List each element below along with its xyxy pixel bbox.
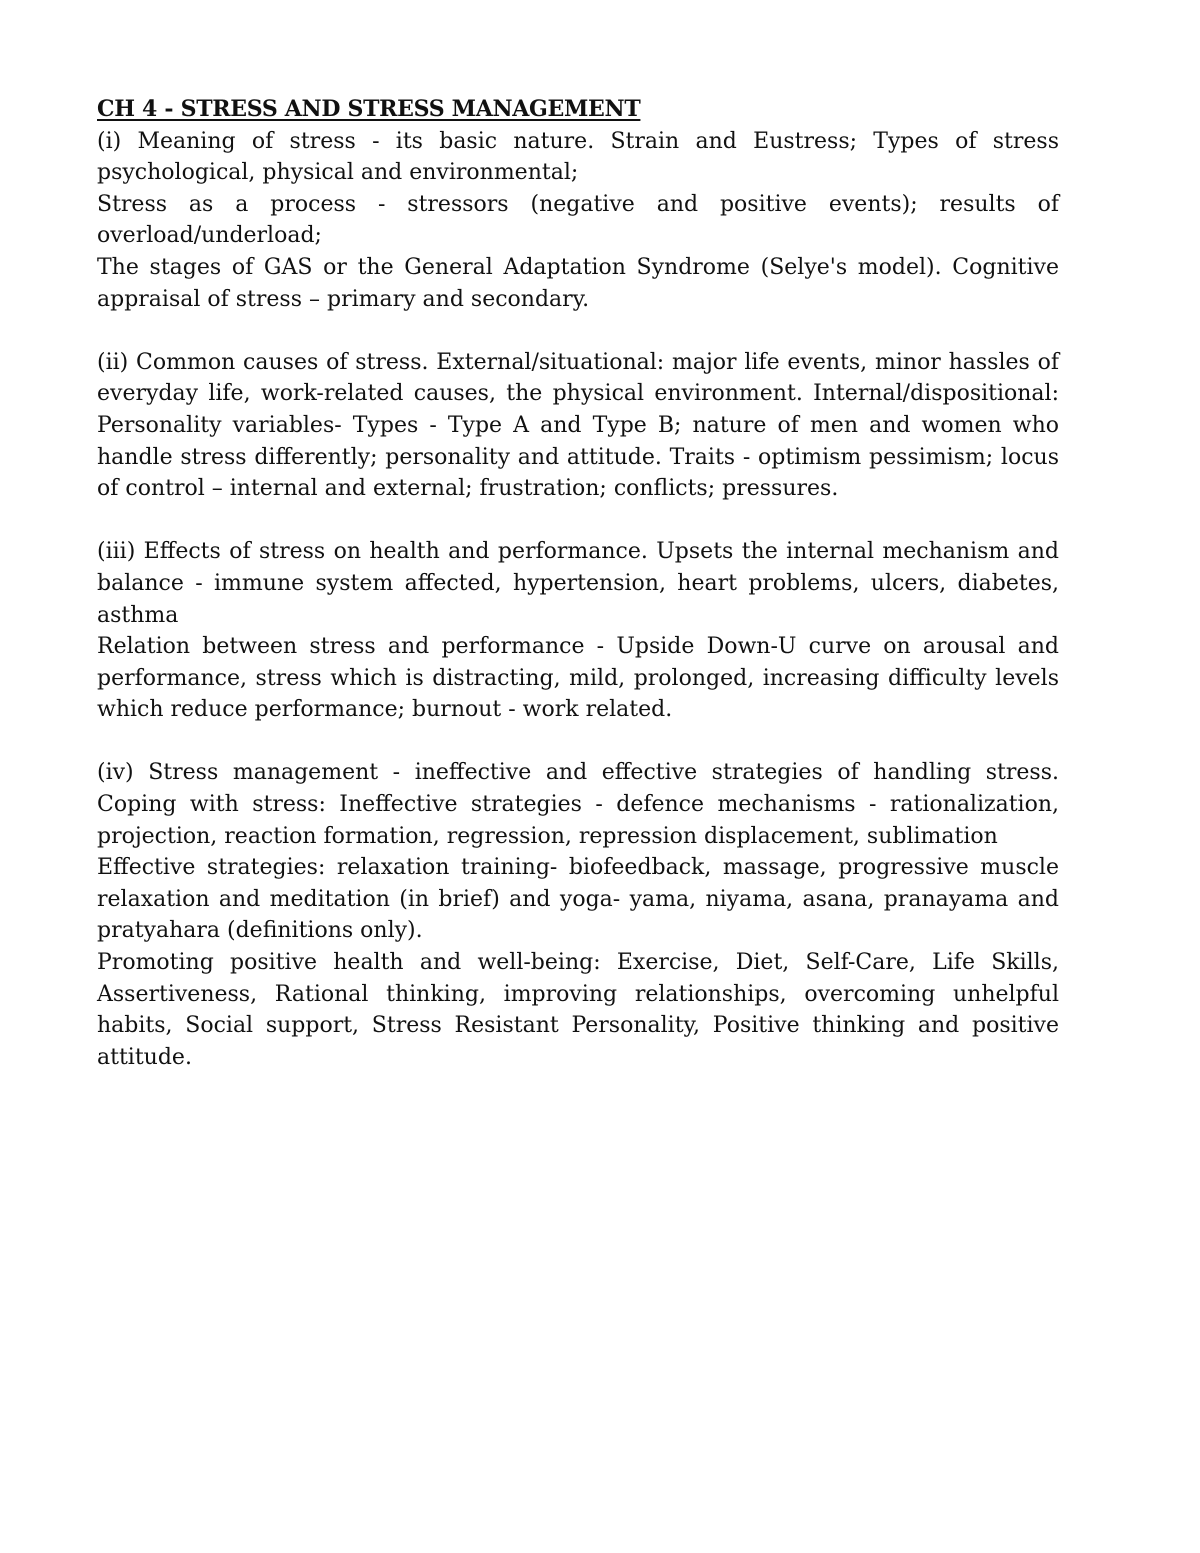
section-causes-of-stress	[97, 347, 1059, 505]
section-effects-of-stress	[97, 536, 1059, 726]
section-stress-management	[97, 757, 1059, 1073]
paragraph: The stages of GAS or the General Adaptation Syndrome (Selye's model). Cognitive appraisal of stress – primary and secondary.	[97, 254, 1059, 312]
document-page	[97, 94, 1059, 1105]
paragraph: Relation between stress and performance - Upside Down-U curve on arousal and performance, stress which is distracting, mild, prolonged, increasing difficulty levels which reduce performance; burnout - work related.	[97, 634, 1059, 723]
paragraph: Effective strategies: relaxation training- biofeedback, massage, progressive muscle relaxation and meditation (in brief) and yoga- yama, niyama, asana, pranayama and pratyahara (definitions only).	[97, 855, 1059, 944]
paragraph: Stress as a process - stressors (negative and positive events); results of overload/underload;	[97, 191, 1059, 249]
paragraph: (iii) Effects of stress on health and performance. Upsets the internal mechanism and balance - immune system affected, hypertension, heart problems, ulcers, diabetes, asthma	[97, 539, 1059, 628]
paragraph: (ii) Common causes of stress. External/situational: major life events, minor hassles of everyday life, work-related causes, the physical environment. Internal/dispositional: Personality variables- Types - Type A and Type B; nature of men and women who handle stress differently; personality and attitude. Traits - optimism pessimism; locus of control – internal and external; frustration; conflicts; pressures.	[97, 349, 1059, 502]
paragraph: Promoting positive health and well-being: Exercise, Diet, Self-Care, Life Skills, Assertiveness, Rational thinking, improving relationships, overcoming unhelpful habits, Social support, Stress Resistant Personality, Positive thinking and positive attitude.	[97, 950, 1059, 1070]
paragraph: (iv) Stress management - ineffective and effective strategies of handling stress. Coping with stress: Ineffective strategies - defence mechanisms - rationalization, projection, reaction formation, regression, repression displacement, sublimation	[97, 760, 1059, 849]
chapter-heading: CH 4 - STRESS AND STRESS MANAGEMENT	[97, 96, 641, 122]
section-meaning-of-stress	[97, 126, 1059, 316]
paragraph: (i) Meaning of stress - its basic nature. Strain and Eustress; Types of stress psychological, physical and environmental;	[97, 128, 1059, 186]
